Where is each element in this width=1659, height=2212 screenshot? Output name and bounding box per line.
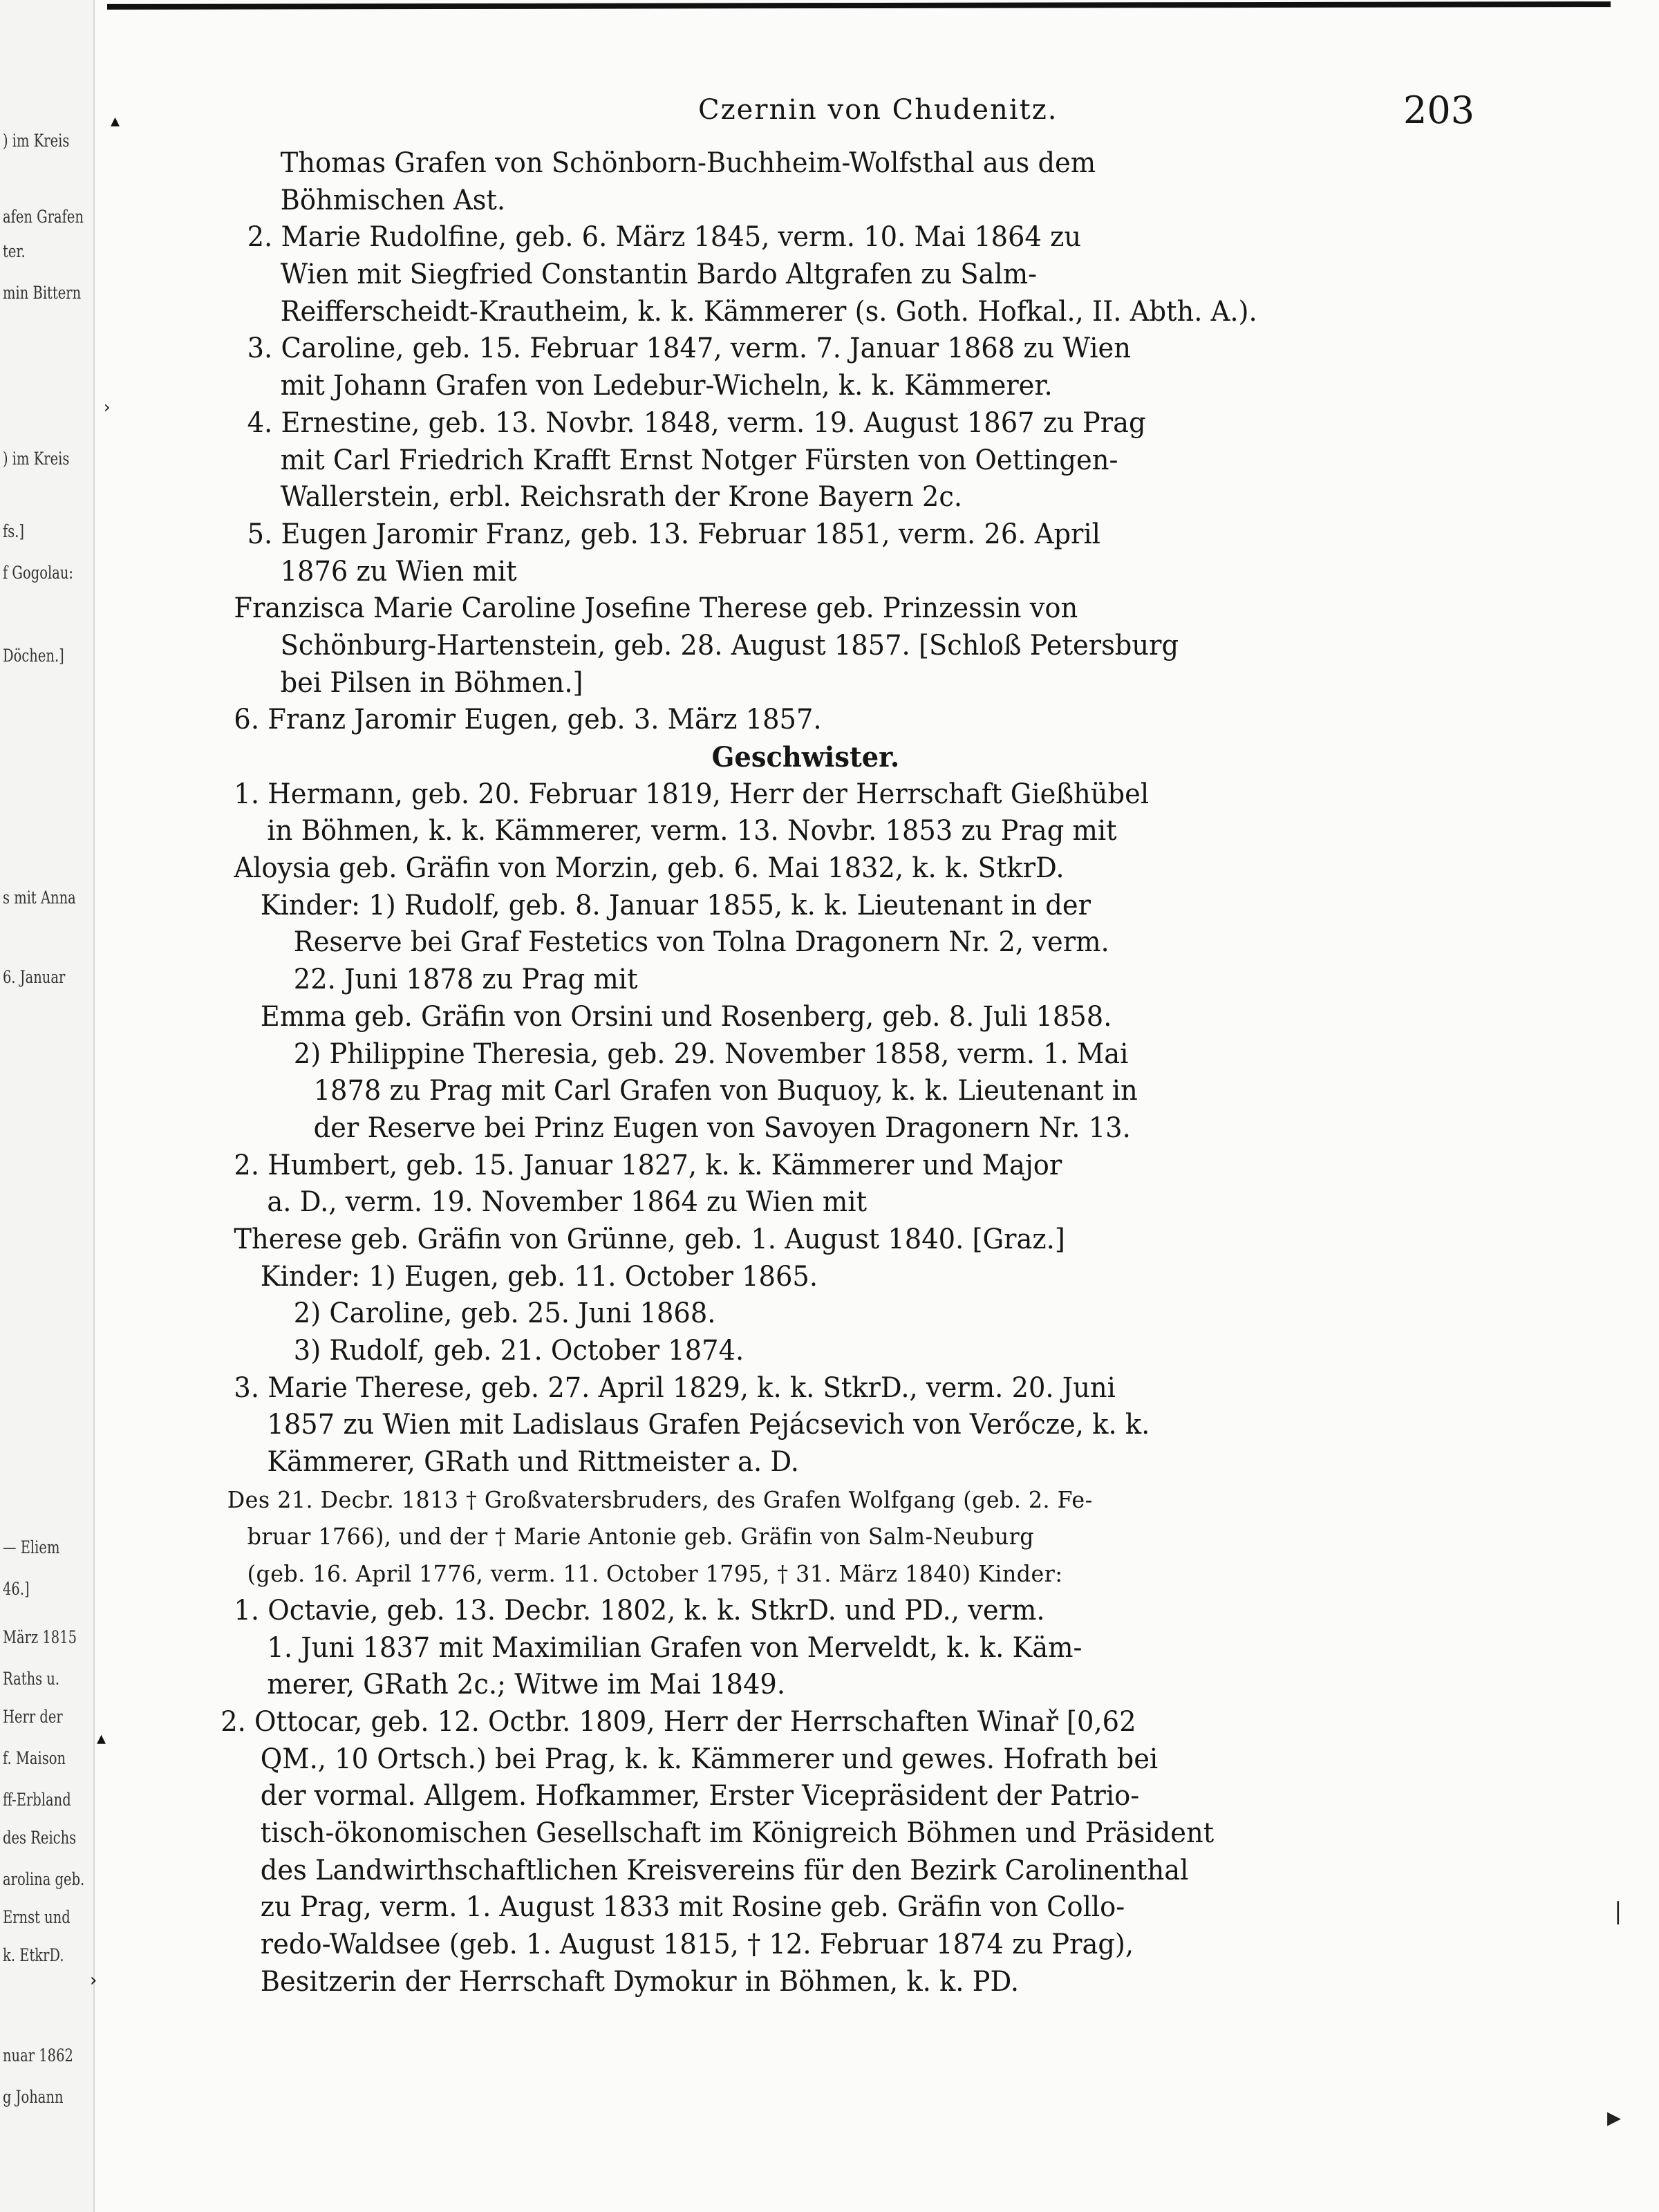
text-line: redo-Waldsee (geb. 1. August 1815, † 12. Februar 1874 zu Prag), — [260, 1929, 1134, 1960]
margin-fragment: 6. Januar — [3, 967, 66, 987]
margin-fragment: Herr der — [3, 1707, 63, 1727]
text-line: a. D., verm. 19. November 1864 zu Wien mit — [267, 1186, 867, 1219]
margin-fragment: ter. — [3, 241, 26, 261]
text-line: Thomas Grafen von Schönborn-Buchheim-Wolfsthal aus dem — [280, 147, 1096, 179]
text-line: Böhmischen Ast. — [280, 184, 506, 216]
text-line: des Landwirthschaftlichen Kreisvereins für den Bezirk Carolinenthal — [260, 1854, 1189, 1886]
text-line: Kämmerer, GRath und Rittmeister a. D. — [267, 1446, 799, 1479]
text-line: bruar 1766), und der † Marie Antonie geb. Gräfin von Salm-Neuburg — [247, 1523, 1035, 1550]
text-line: 1876 zu Wien mit — [280, 555, 517, 588]
text-line: Kinder: 1) Rudolf, geb. 8. Januar 1855, k. k. Lieutenant in der — [260, 889, 1091, 921]
margin-fragment: — Eliem — [3, 1537, 60, 1557]
text-line: 1857 zu Wien mit Ladislaus Grafen Pejácsevich von Verőcze, k. k. — [267, 1409, 1150, 1441]
text-line: Therese geb. Gräfin von Grünne, geb. 1. August 1840. [Graz.] — [234, 1223, 1065, 1255]
margin-fragment: nuar 1862 — [3, 2045, 73, 2065]
margin-mark: › — [90, 1970, 97, 1991]
margin-mark: | — [1614, 1897, 1622, 1925]
text-line: 2) Philippine Theresia, geb. 29. November 1858, verm. 1. Mai — [293, 1038, 1129, 1070]
margin-mark: ▴ — [111, 111, 120, 131]
text-line: in Böhmen, k. k. Kämmerer, verm. 13. Novbr. 1853 zu Prag mit — [267, 815, 1117, 847]
text-line: 2. Humbert, geb. 15. Januar 1827, k. k. Kämmerer und Major — [234, 1149, 1062, 1181]
margin-fragment: g Johann — [3, 2087, 64, 2107]
margin-fragment: f. Maison — [3, 1748, 66, 1768]
text-line: 6. Franz Jaromir Eugen, geb. 3. März 1857. — [234, 704, 822, 736]
margin-mark: ▴ — [97, 1728, 106, 1749]
text-line: mit Carl Friedrich Krafft Ernst Notger Fürsten von Oettingen- — [280, 444, 1118, 476]
text-line: 2. Marie Rudolfine, geb. 6. März 1845, verm. 10. Mai 1864 zu — [247, 221, 1082, 254]
margin-fragment: ) im Kreis — [3, 449, 70, 469]
text-line: Besitzerin der Herrschaft Dymokur in Böhmen, k. k. PD. — [260, 1965, 1020, 1998]
margin-fragment: fs.] — [3, 521, 25, 541]
text-line: merer, GRath 2c.; Witwe im Mai 1849. — [267, 1669, 786, 1701]
text-line: Reserve bei Graf Festetics von Tolna Dragonern Nr. 2, verm. — [293, 926, 1109, 959]
text-line: Schönburg-Hartenstein, geb. 28. August 1857. [Schloß Petersburg — [280, 629, 1179, 662]
text-line: der Reserve bei Prinz Eugen von Savoyen Dragonern Nr. 13. — [313, 1112, 1131, 1144]
text-line: 4. Ernestine, geb. 13. Novbr. 1848, verm. 19. August 1867 zu Prag — [247, 406, 1146, 439]
text-line: QM., 10 Ortsch.) bei Prag, k. k. Kämmerer und gewes. Hofrath bei — [260, 1743, 1159, 1775]
text-line: Wallerstein, erbl. Reichsrath der Krone Bayern 2c. — [280, 481, 963, 514]
margin-mark: ▸ — [1607, 2101, 1622, 2133]
text-line: 2) Caroline, geb. 25. Juni 1868. — [293, 1297, 716, 1330]
text-line: (geb. 16. April 1776, verm. 11. October 1795, † 31. März 1840) Kinder: — [247, 1560, 1063, 1588]
text-line: Reifferscheidt-Krautheim, k. k. Kämmerer (s. Goth. Hofkal., II. Abth. A.). — [280, 295, 1257, 328]
text-line: bei Pilsen in Böhmen.] — [280, 666, 583, 699]
section-heading: Geschwister. — [711, 741, 900, 774]
text-line: 3. Marie Therese, geb. 27. April 1829, k. k. StkrD., verm. 20. Juni — [234, 1371, 1116, 1404]
margin-fragment: arolina geb. — [3, 1869, 85, 1889]
text-line: Kinder: 1) Eugen, geb. 11. October 1865. — [260, 1260, 818, 1293]
text-line: Franzisca Marie Caroline Josefine Therese geb. Prinzessin von — [234, 592, 1078, 625]
text-line: 1878 zu Prag mit Carl Grafen von Buquoy, k. k. Lieutenant in — [313, 1075, 1138, 1107]
text-line: Aloysia geb. Gräfin von Morzin, geb. 6. Mai 1832, k. k. StkrD. — [234, 852, 1065, 885]
margin-fragment: s mit Anna — [3, 888, 76, 908]
text-line: der vormal. Allgem. Hofkammer, Erster Vicepräsident der Patrio- — [260, 1780, 1140, 1812]
margin-mark: › — [104, 397, 111, 417]
text-line: Emma geb. Gräfin von Orsini und Rosenberg, geb. 8. Juli 1858. — [260, 1000, 1112, 1033]
adjacent-page-edge — [0, 0, 95, 2212]
text-line: 2. Ottocar, geb. 12. Octbr. 1809, Herr der Herrschaften Winař [0,62 — [221, 1705, 1136, 1738]
margin-fragment: f Gogolau: — [3, 563, 73, 583]
margin-fragment: 46.] — [3, 1579, 30, 1599]
text-line: mit Johann Grafen von Ledebur-Wicheln, k. k. Kämmerer. — [280, 370, 1053, 402]
margin-fragment: Raths u. — [3, 1669, 60, 1689]
text-line: tisch-ökonomischen Gesellschaft im Königreich Böhmen und Präsident — [260, 1817, 1215, 1849]
text-line: 3. Caroline, geb. 15. Februar 1847, verm. 7. Januar 1868 zu Wien — [247, 332, 1132, 365]
margin-fragment: März 1815 — [3, 1627, 77, 1647]
margin-fragment: ff-Erbland — [3, 1790, 71, 1810]
text-line: 1. Octavie, geb. 13. Decbr. 1802, k. k. StkrD. und PD., verm. — [234, 1594, 1045, 1627]
text-line: Des 21. Decbr. 1813 † Großvatersbruders, des Grafen Wolfgang (geb. 2. Fe- — [227, 1485, 1093, 1513]
text-line: 1. Juni 1837 mit Maximilian Grafen von Merveldt, k. k. Käm- — [267, 1631, 1082, 1664]
page-body — [207, 145, 1435, 2000]
text-line: zu Prag, verm. 1. August 1833 mit Rosine geb. Gräfin von Collo- — [260, 1891, 1125, 1924]
running-head: Czernin von Chudenitz. — [698, 94, 1058, 126]
margin-fragment: min Bittern — [3, 283, 82, 303]
text-line: 22. Juni 1878 zu Prag mit — [293, 964, 638, 996]
text-line: 5. Eugen Jaromir Franz, geb. 13. Februar 1851, verm. 26. April — [247, 518, 1100, 550]
page-number: 203 — [1403, 88, 1475, 132]
top-rule — [107, 1, 1611, 10]
margin-fragment: des Reichs — [3, 1828, 77, 1848]
margin-fragment: k. EtkrD. — [3, 1945, 64, 1965]
text-line: 3) Rudolf, geb. 21. October 1874. — [293, 1335, 744, 1367]
margin-fragment: Ernst und — [3, 1907, 71, 1927]
text-line: 1. Hermann, geb. 20. Februar 1819, Herr der Herrschaft Gießhübel — [234, 778, 1150, 810]
margin-fragment: ) im Kreis — [3, 131, 70, 151]
margin-fragment: Döchen.] — [3, 646, 64, 666]
margin-fragment: afen Grafen — [3, 207, 84, 227]
text-line: Wien mit Siegfried Constantin Bardo Altgrafen zu Salm- — [280, 259, 1038, 291]
